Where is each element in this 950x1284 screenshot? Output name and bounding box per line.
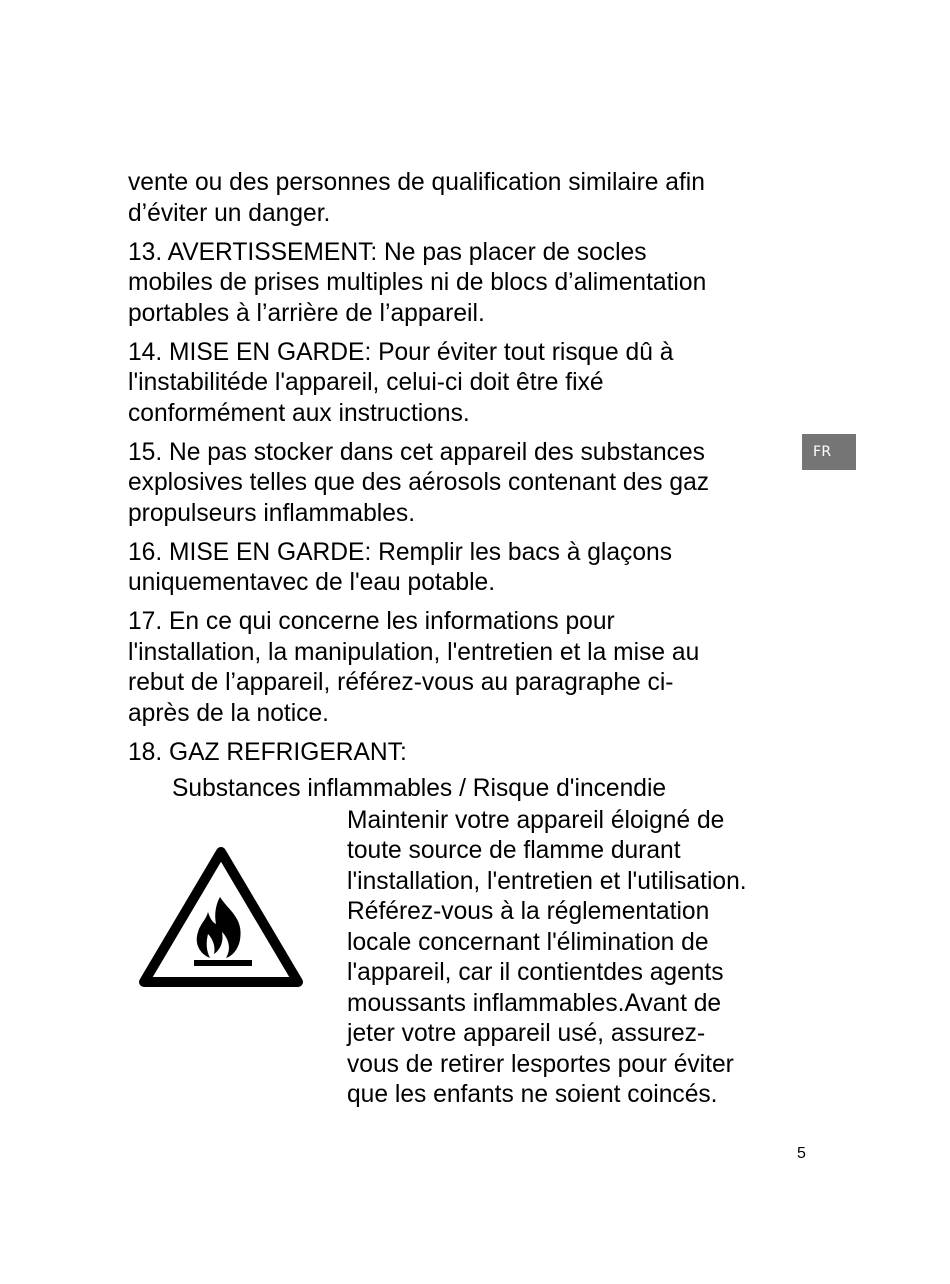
paragraph-14: 14. MISE EN GARDE: Pour éviter tout risque dû à l'instabilitéde l'appareil, celui-ci doit être fixé conformément aux instructions. (128, 338, 674, 427)
paragraph-16: 16. MISE EN GARDE: Remplir les bacs à glaçons uniquementavec de l'eau potable. (128, 538, 672, 596)
paragraph-17: 17. En ce qui concerne les informations pour l'installation, la manipulation, l'entretien et la mise au rebut de l’appareil, référez-vous au paragraphe ci- après de la notice. (128, 608, 700, 727)
language-tab: FR (802, 434, 856, 470)
paragraph-13: 13. AVERTISSEMENT: Ne pas placer de socles mobiles de prises multiples ni de blocs d’alimentation portables à l’arrière de l’appareil. (128, 238, 707, 327)
paragraph-18: 18. GAZ REFRIGERANT: (128, 738, 407, 766)
page-number: 5 (797, 1145, 806, 1162)
refrigerant-warning-text: Maintenir votre appareil éloigné de toute source de flamme durant l'installation, l'entretien et l'utilisation. Référez-vous à la réglementation locale concernant l'élimination de l'appareil, car il contientdes agents moussants inflammables.Avant de jeter votre appareil usé, assurez- vous de retirer lesportes pour éviter que les enfants ne soient coincés. (347, 806, 747, 1108)
refrigerant-heading: Substances inflammables / Risque d'incendie (172, 775, 667, 802)
paragraph-continuation: vente ou des personnes de qualification similaire afin d’éviter un danger. (128, 169, 705, 227)
body-text (128, 168, 818, 1136)
flammable-warning-icon (136, 842, 306, 994)
refrigerant-warning (128, 806, 818, 1136)
paragraph-15: 15. Ne pas stocker dans cet appareil des substances explosives telles que des aérosols contenant des gaz propulseurs inflammables. (128, 438, 710, 527)
